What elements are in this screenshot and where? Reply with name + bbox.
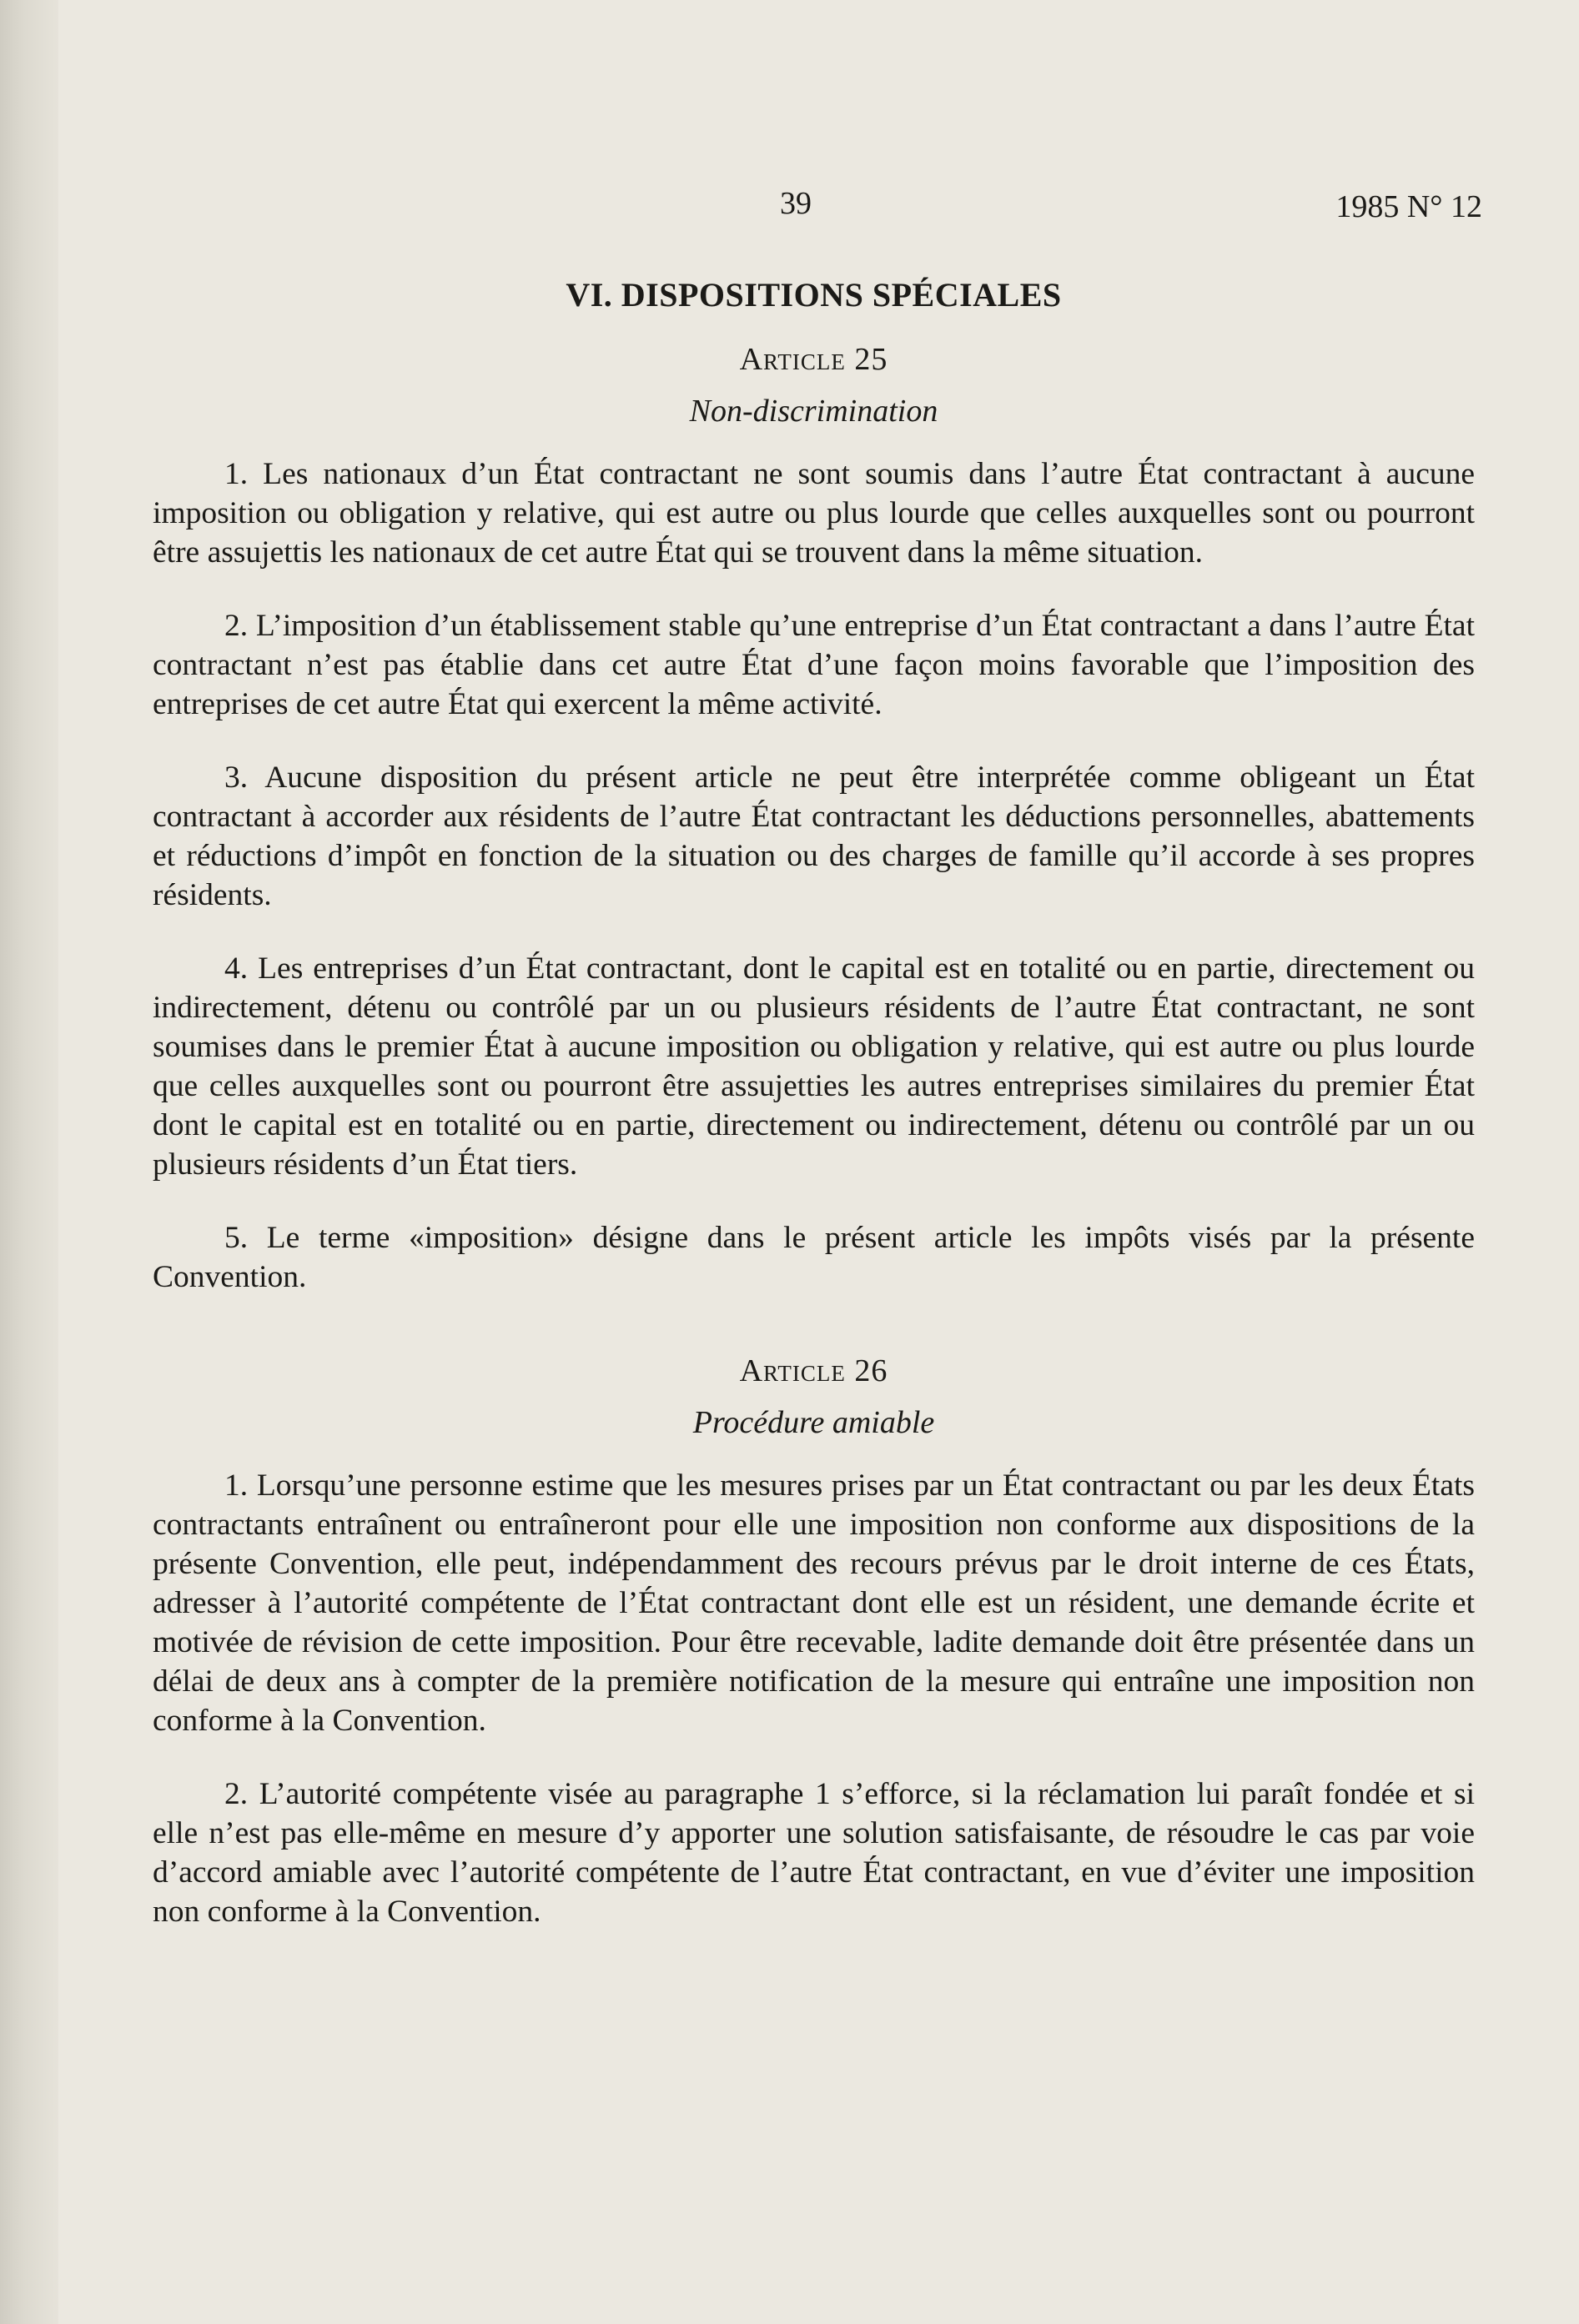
- article-25-paragraph-1: 1. Les nationaux d’un État contractant ne sont soumis dans l’autre État contractant à aucune imposition ou obligation y relative, qui est autre ou plus lourde que celles auxquelles sont ou pourront être assujettis les nationaux de cet autre État qui se trouvent dans la même situation.: [153, 457, 1475, 570]
- article-26-paragraph-2: 2. L’autorité compétente visée au paragraphe 1 s’efforce, si la réclamation lui paraît fondée et si elle n’est pas elle-même en mesure d’y apporter une solution satisfaisante, de résoudre le cas par voie d’accord amiable avec l’autorité compétente de l’autre État contractant, en vue d’éviter une imposition non conforme à la Convention.: [153, 1777, 1475, 1929]
- document-page: [58, 0, 1579, 2324]
- article-26-subtitle: Procédure amiable: [692, 1405, 935, 1440]
- page-header: [58, 185, 1579, 235]
- article-25-paragraph-4: 4. Les entreprises d’un État contractant, dont le capital est en totalité ou en partie, directement ou indirectement, détenu ou contrôlé par un ou plusieurs résidents de l’autre État contractant, ne sont soumises dans le premier État à aucune imposition ou obligation y relative, qui est autre ou plus lourde que celles auxquelles sont ou pourront être assujetties les autres entreprises similaires du premier État dont le capital est en totalité ou en partie, directement ou indirectement, détenu ou contrôlé par un ou plusieurs résidents d’un État tiers.: [153, 951, 1475, 1182]
- article-25-paragraph-2: 2. L’imposition d’un établissement stable qu’une entreprise d’un État contractant a dans l’autre État contractant n’est pas établie dans cet autre État d’une façon moins favorable que l’imposition des entreprises de cet autre État qui exercent la même activité.: [153, 609, 1475, 721]
- article-26-paragraph-1: 1. Lorsqu’une personne estime que les mesures prises par un État contractant ou par les deux États contractants entraînent ou entraîneront pour elle une imposition non conforme aux dispositions de la présente Convention, elle peut, indépendamment des recours prévus par le droit interne de ces États, adresser à l’autorité compétente de l’État contractant dont elle est un résident, une demande écrite et motivée de révision de cette imposition. Pour être recevable, ladite demande doit être présentée dans un délai de deux ans à compter de la première notification de la mesure qui entraîne une imposition non conforme à la Convention.: [153, 1468, 1475, 1738]
- page-number: 39: [780, 186, 812, 221]
- article-spacer: [153, 1331, 1475, 1353]
- article-25-title: Article 25: [739, 342, 888, 377]
- article-26-title: Article 26: [739, 1353, 888, 1388]
- body-text: [153, 275, 1475, 1965]
- section-title: VI. DISPOSITIONS SPÉCIALES: [566, 276, 1062, 314]
- article-25-subtitle: Non-discrimination: [689, 394, 938, 429]
- binding-gutter: [0, 0, 58, 2324]
- document-reference: 1985 N° 12: [1335, 189, 1482, 224]
- article-25-paragraph-5: 5. Le terme «imposition» désigne dans le présent article les impôts visés par la présente Convention.: [153, 1221, 1475, 1294]
- article-25-paragraph-3: 3. Aucune disposition du présent article ne peut être interprétée comme obligeant un État contractant à accorder aux résidents de l’autre État contractant les déductions personnelles, abattements et réductions d’impôt en fonction de la situation ou des charges de famille qu’il accorde à ses propres résidents.: [153, 760, 1475, 912]
